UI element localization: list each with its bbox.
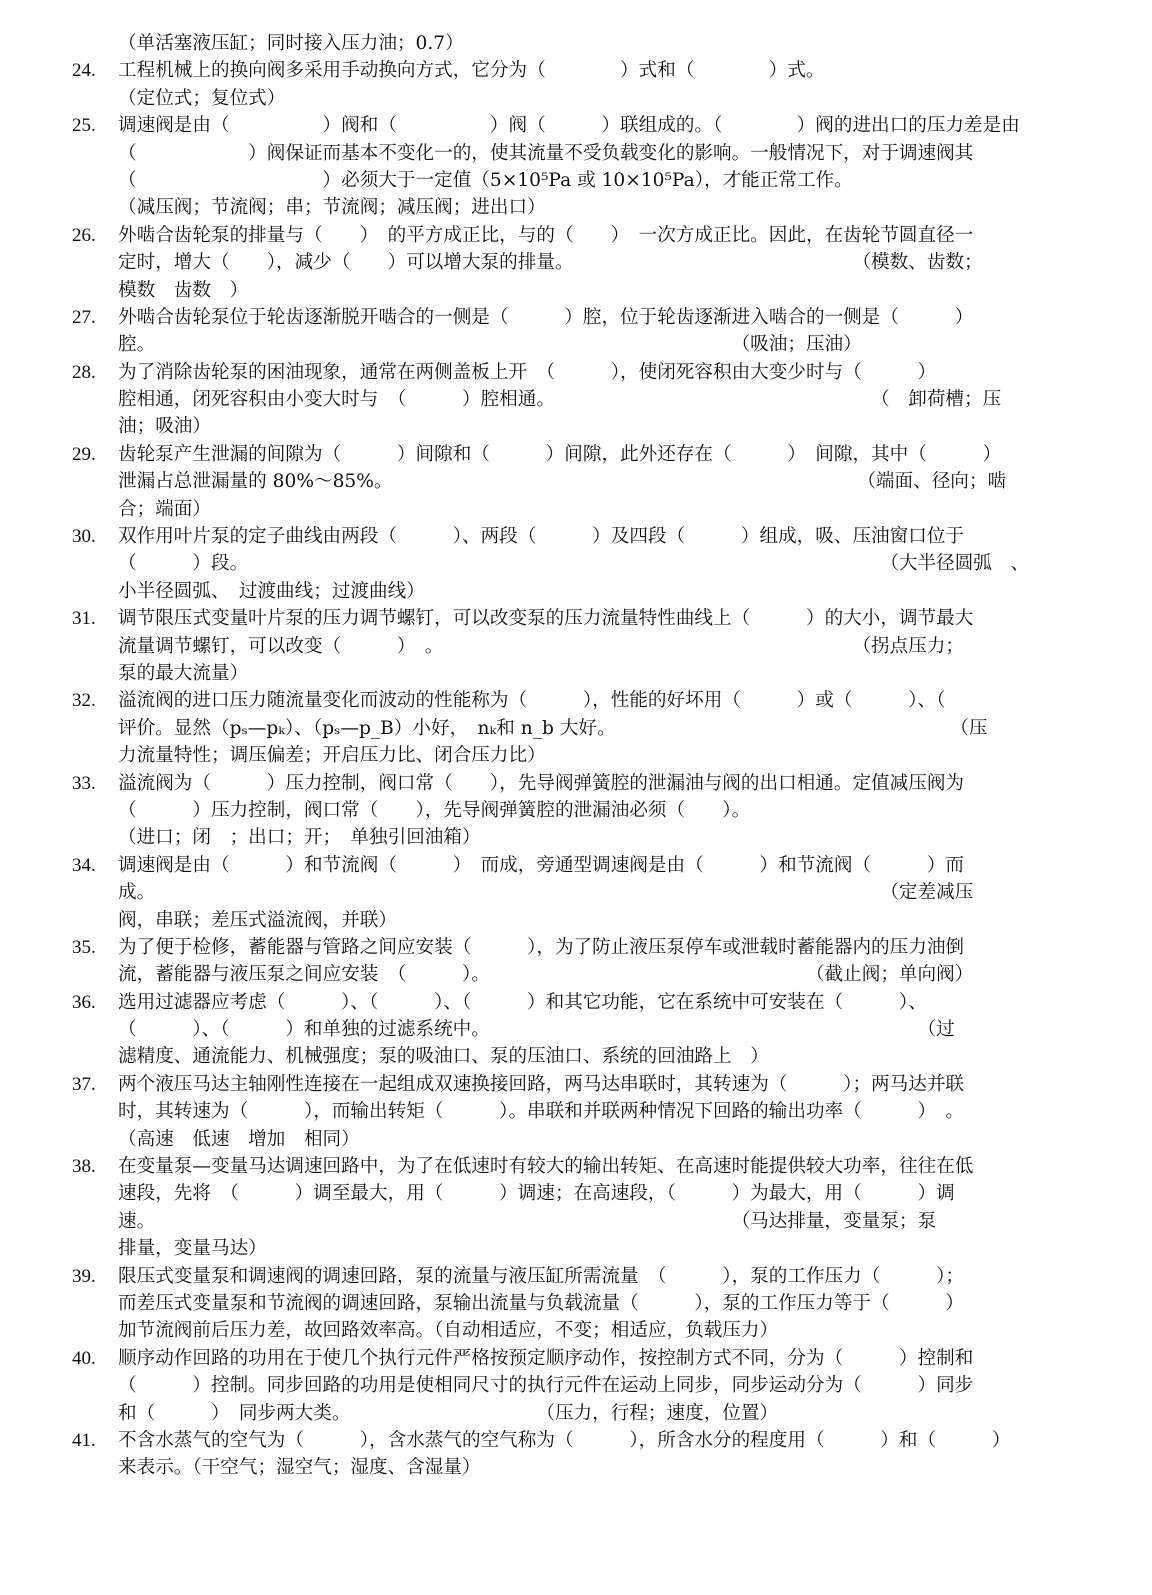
line-text: （高速 低速 增加 相同） [118, 1128, 360, 1150]
text-line [0, 140, 1152, 167]
text-line [0, 413, 1152, 440]
question-line [0, 605, 1152, 632]
text-line [0, 961, 1152, 988]
line-text: 两个液压马达主轴刚性连接在一起组成双速换接回路，两马达串联时，其转速为（ ）；两马达并联 [118, 1073, 965, 1095]
question-line [0, 989, 1152, 1016]
question-line [0, 523, 1152, 550]
question-line [0, 222, 1152, 249]
line-text: （减压阀；节流阀；串；节流阀；减压阀；进出口） [118, 197, 546, 219]
line-text: 模数 齿数 ） [118, 279, 249, 301]
text-line [0, 1400, 1152, 1427]
question-number: 28. [72, 361, 96, 383]
line-text: 流，蓄能器与液压泵之间应安装 （ ）。 （截止阀；单向阀） [118, 964, 974, 986]
question-number: 38. [72, 1156, 96, 1178]
line-text: 顺序动作回路的功用在于使几个执行元件严格按预定顺序动作，按控制方式不同，分为（ ）控制和 [118, 1347, 974, 1369]
line-text: （进口；闭 ；出口；开； 单独引回油箱） [118, 827, 481, 849]
text-line [0, 1126, 1152, 1153]
text-line [0, 1098, 1152, 1125]
question-line [0, 934, 1152, 961]
line-text: 腔相通，闭死容积由小变大时与 （ ）腔相通。 （ 卸荷槽；压 [118, 389, 1002, 411]
line-text: 而差压式变量泵和节流阀的调速回路，泵输出流量与负载流量（ ），泵的工作压力等于（ ） [118, 1292, 965, 1314]
text-line [0, 1372, 1152, 1399]
text-line [0, 85, 1152, 112]
text-line [0, 633, 1152, 660]
line-text: 加节流阀前后压力差，故回路效率高。（自动相适应，不变；相适应，负载压力） [118, 1320, 779, 1342]
text-line [0, 907, 1152, 934]
text-line [0, 468, 1152, 495]
text-line [0, 1043, 1152, 1070]
question-number: 34. [72, 854, 96, 876]
line-text: 力流量特性；调压偏差；开启压力比、闭合压力比） [118, 745, 546, 767]
question-line [0, 1263, 1152, 1290]
line-text: （定位式；复位式） [118, 87, 286, 109]
text-line [0, 824, 1152, 851]
question-line [0, 112, 1152, 139]
line-text: 速。 （马达排量，变量泵；泵 [118, 1210, 937, 1232]
question-line [0, 441, 1152, 468]
line-text: 泵的最大流量） [118, 662, 249, 684]
text-line [0, 715, 1152, 742]
line-text: 齿轮泵产生泄漏的间隙为（ ）间隙和（ ）间隙，此外还存在（ ） 间隙，其中（ ） [118, 443, 1002, 465]
question-line [0, 1153, 1152, 1180]
text-line [0, 1235, 1152, 1262]
line-text: 流量调节螺钉，可以改变（ ） 。 （拐点压力； [118, 635, 965, 657]
text-line [0, 386, 1152, 413]
question-number: 27. [72, 306, 96, 328]
question-number: 35. [72, 936, 96, 958]
text-line [0, 742, 1152, 769]
line-text: 不含水蒸气的空气为（ ），含水蒸气的空气称为（ ），所含水分的程度用（ ）和（ ） [118, 1429, 1011, 1451]
question-number: 37. [72, 1073, 96, 1095]
line-text: 调速阀是由（ ）阀和（ ）阀（ ）联组成的。（ ）阀的进出口的压力差是由 [118, 115, 1020, 137]
question-number: 31. [72, 608, 96, 630]
text-line [0, 578, 1152, 605]
line-text: 时，其转速为（ ），而输出转矩（ ）。串联和并联两种情况下回路的输出功率（ ） 。 [118, 1101, 965, 1123]
line-text: 评价。显然（pₛ—pₖ）、（pₛ—p_B）小好， nₖ和 n_b 大好。 （压 [118, 717, 988, 739]
text-line [0, 30, 1152, 57]
line-text: 为了便于检修，蓄能器与管路之间应安装（ ），为了防止液压泵停车或泄载时蓄能器内的压力油倒 [118, 936, 965, 958]
question-number: 36. [72, 991, 96, 1013]
line-text: 溢流阀的进口压力随流量变化而波动的性能称为（ ），性能的好坏用（ ）或（ ）、（ [118, 690, 946, 712]
question-line [0, 687, 1152, 714]
line-text: 来表示。（干空气；湿空气；湿度、含湿量） [118, 1457, 481, 1479]
question-number: 26. [72, 224, 96, 246]
text-line [0, 167, 1152, 194]
line-text: 定时，增大（ ），减少（ ）可以增大泵的排量。 （模数、齿数； [118, 252, 983, 274]
line-text: 腔。 （吸油；压油） [118, 334, 862, 356]
question-number: 24. [72, 60, 96, 82]
text-line [0, 1290, 1152, 1317]
question-line [0, 1071, 1152, 1098]
text-line [0, 1180, 1152, 1207]
line-text: （单活塞液压缸；同时接入压力油；0.7） [118, 33, 464, 54]
text-line [0, 1454, 1152, 1481]
line-text: （ ）段。 （大半径圆弧 、 [118, 553, 1030, 575]
line-text: 合；端面） [118, 498, 211, 520]
line-text: 调速阀是由（ ）和节流阀（ ） 而成，旁通型调速阀是由（ ）和节流阀（ ）而 [118, 854, 965, 876]
line-text: （ ）、（ ）和单独的过滤系统中。 （过 [118, 1019, 955, 1041]
text-line [0, 277, 1152, 304]
line-text: 和（ ） 同步两大类。 （压力，行程；速度，位置） [118, 1402, 779, 1424]
line-text: 滤精度、通流能力、机械强度；泵的吸油口、泵的压油口、系统的回油路上 ） [118, 1046, 769, 1068]
question-number: 29. [72, 443, 96, 465]
line-text: 排量，变量马达） [118, 1238, 267, 1260]
line-text: 外啮合齿轮泵的排量与（ ） 的平方成正比，与的（ ） 一次方成正比。因此，在齿轮节圆直径一 [118, 224, 974, 246]
question-number: 30. [72, 526, 96, 548]
line-text: （ ）阀保证而基本不变化一的，使其流量不受负载变化的影响。一般情况下，对于调速阀其 [118, 142, 974, 164]
line-text: （ ）压力控制，阀口常（ ），先导阀弹簧腔的泄漏油必须（ ）。 [118, 799, 751, 821]
line-text: 双作用叶片泵的定子曲线由两段（ ）、两段（ ）及四段（ ）组成，吸、压油窗口位于 [118, 526, 965, 548]
text-line [0, 1016, 1152, 1043]
text-line [0, 1208, 1152, 1235]
text-line [0, 879, 1152, 906]
line-text: 调节限压式变量叶片泵的压力调节螺钉，可以改变泵的压力流量特性曲线上（ ）的大小，调节最大 [118, 608, 974, 630]
text-line [0, 1317, 1152, 1344]
question-line [0, 1345, 1152, 1372]
line-text: 限压式变量泵和调速阀的调速回路，泵的流量与液压缸所需流量 （ ），泵的工作压力（ ）； [118, 1265, 965, 1287]
text-line [0, 194, 1152, 221]
line-text: 外啮合齿轮泵位于轮齿逐渐脱开啮合的一侧是（ ）腔，位于轮齿逐渐进入啮合的一侧是（ ） [118, 306, 974, 328]
question-line [0, 770, 1152, 797]
line-text: 油；吸油） [118, 416, 211, 438]
document-page [0, 30, 1152, 1482]
line-text: 溢流阀为（ ）压力控制，阀口常（ ），先导阀弹簧腔的泄漏油与阀的出口相通。定值减压阀为 [118, 772, 965, 794]
question-number: 40. [72, 1347, 96, 1369]
line-text: （ ）控制。同步回路的功用是使相同尺寸的执行元件在运动上同步，同步运动分为（ ）同步 [118, 1375, 974, 1397]
line-text: 为了消除齿轮泵的困油现象，通常在两侧盖板上开 （ ），使闭死容积由大变少时与（ ） [118, 361, 937, 383]
question-line [0, 1427, 1152, 1454]
question-number: 39. [72, 1265, 96, 1287]
question-number: 25. [72, 115, 96, 137]
question-number: 41. [72, 1429, 96, 1451]
line-text: 小半径圆弧、 过渡曲线；过渡曲线） [118, 580, 425, 602]
question-line [0, 359, 1152, 386]
question-line [0, 57, 1152, 84]
line-text: 成。 （定差减压 [118, 882, 974, 904]
text-line [0, 496, 1152, 523]
line-text: 速段，先将 （ ）调至最大，用（ ）调速；在高速段，（ ）为最大，用（ ）调 [118, 1183, 955, 1205]
line-text: 选用过滤器应考虑（ ）、（ ）、（ ）和其它功能，它在系统中可安装在（ ）、 [118, 991, 927, 1013]
line-text: 阀，串联；差压式溢流阀，并联） [118, 909, 397, 931]
line-text: 泄漏占总泄漏量的 80%～85%。 （端面、径向；啮 [118, 471, 1007, 493]
line-text: （ ）必须大于一定值（5×10⁵Pa 或 10×10⁵Pa），才能正常工作。 [118, 169, 853, 191]
text-line [0, 331, 1152, 358]
line-text: 在变量泵—变量马达调速回路中，为了在低速时有较大的输出转矩、在高速时能提供较大功率，往往在低 [118, 1156, 974, 1178]
text-line [0, 797, 1152, 824]
text-line [0, 249, 1152, 276]
question-number: 32. [72, 690, 96, 712]
text-line [0, 660, 1152, 687]
text-line [0, 550, 1152, 577]
question-line [0, 852, 1152, 879]
question-number: 33. [72, 772, 96, 794]
question-line [0, 304, 1152, 331]
line-text: 工程机械上的换向阀多采用手动换向方式，它分为（ ）式和（ ）式。 [118, 60, 825, 82]
